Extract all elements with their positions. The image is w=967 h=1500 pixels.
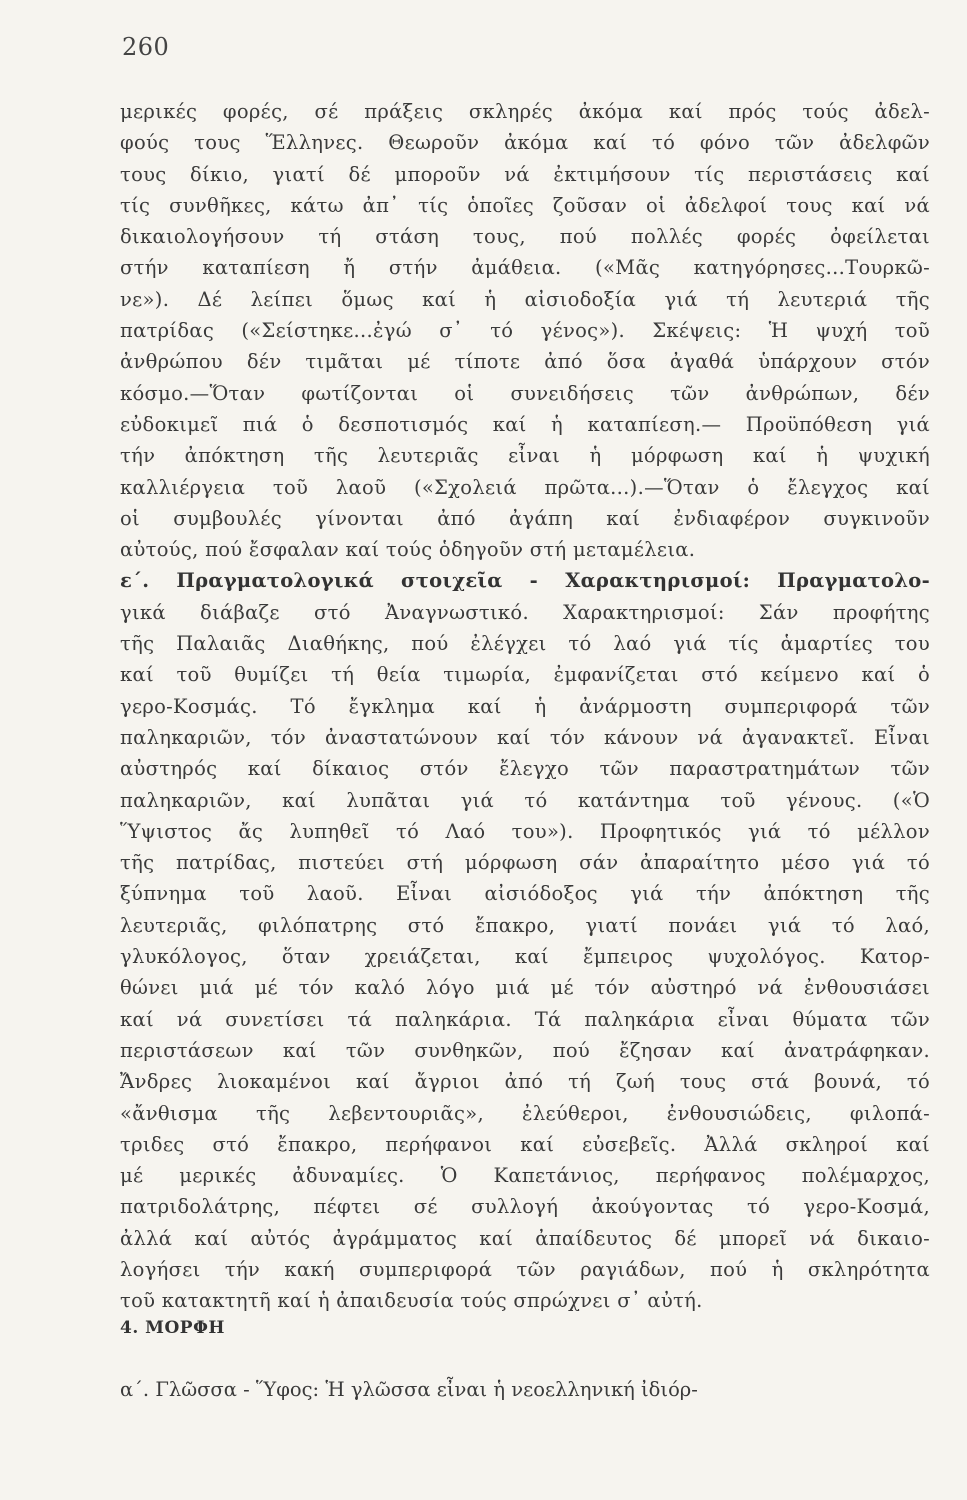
text-line: οἱ συμβουλές γίνονται ἀπό ἀγάπη καί ἐνδιαφέρον συγκινοῦν — [120, 506, 930, 530]
text-line: κόσμο.—Ὅταν φωτίζονται οἱ συνειδήσεις τῶν ἀνθρώπων, δέν — [120, 381, 930, 405]
text-line: παληκαριῶν, τόν ἀναστατώνουν καί τόν κάνουν νά ἀγανακτεῖ. Εἶναι — [120, 725, 930, 749]
section-e-heading-line: ε΄. Πραγματολογικά στοιχεῖα - Χαρακτηρισμοί: Πραγματολο- — [120, 569, 930, 593]
text-line: νε»). Δέ λείπει ὅμως καί ἡ αἰσιοδοξία γιά τή λευτεριά τῆς — [120, 287, 930, 311]
text-line: εὐδοκιμεῖ πιά ὁ δεσποτισμός καί ἡ καταπίεση.— Προϋπόθεση γιά — [120, 412, 930, 436]
text-line: τριδες στό ἔπακρο, περήφανοι καί εὐσεβεῖς. Ἀλλά σκληροί καί — [120, 1132, 930, 1156]
text-line: καί νά συνετίσει τά παληκάρια. Τά παληκάρια εἶναι θύματα τῶν — [120, 1007, 930, 1031]
text-line: Ἄνδρες λιοκαμένοι καί ἄγριοι ἀπό τή ζωή τους στά βουνά, τό — [120, 1070, 930, 1094]
section-heading: 4. ΜΟΡΦΗ — [120, 1318, 225, 1338]
text-line: λογήσει τήν κακή συμπεριφορά τῶν ραγιάδων, πού ἡ σκληρότητα — [120, 1257, 930, 1281]
text-line: πατρίδας («Σείστηκε...ἐγώ σ᾽ τό γένος»). Σκέψεις: Ἡ ψυχή τοῦ — [120, 319, 930, 343]
text-line: ἀλλά καί αὐτός ἀγράμματος καί ἀπαίδευτος δέ μπορεῖ νά δικαιο- — [120, 1226, 930, 1250]
text-line: ξύπνημα τοῦ λαοῦ. Εἶναι αἰσιόδοξος γιά τήν ἀπόκτηση τῆς — [120, 882, 930, 906]
subsection-line: α΄. Γλῶσσα - Ὕφος: Ἡ γλῶσσα εἶναι ἡ νεοελληνική ἰδιόρ- — [120, 1378, 698, 1401]
text-line: γλυκόλογος, ὅταν χρειάζεται, καί ἔμπειρος ψυχολόγος. Κατορ- — [120, 945, 930, 969]
text-line: δικαιολογήσουν τή στάση τους, πού πολλές φορές ὀφείλεται — [120, 225, 930, 249]
text-line: στήν καταπίεση ἤ στήν ἀμάθεια. («Μᾶς κατηγόρησες...Τουρκῶ- — [120, 256, 930, 280]
text-line: τίς συνθῆκες, κάτω ἀπ᾽ τίς ὁποῖες ζοῦσαν οἱ ἀδελφοί τους καί νά — [120, 193, 930, 217]
text-line: περιστάσεων καί τῶν συνθηκῶν, πού ἔζησαν καί ἀνατράφηκαν. — [120, 1038, 930, 1062]
page-number: 260 — [122, 33, 170, 61]
text-line: παληκαριῶν, καί λυπᾶται γιά τό κατάντημα τοῦ γένους. («Ὁ — [120, 788, 930, 812]
text-line: τοῦ κατακτητῆ καί ἡ ἀπαιδευσία τούς σπρώχνει σ᾽ αὐτή. — [120, 1289, 703, 1313]
text-line: μέ μερικές ἀδυναμίες. Ὁ Καπετάνιος, περήφανος πολέμαρχος, — [120, 1164, 930, 1188]
text-line: «ἄνθισμα τῆς λεβεντουριᾶς», ἐλεύθεροι, ἐνθουσιώδεις, φιλοπά- — [120, 1101, 930, 1125]
text-line: αὐστηρός καί δίκαιος στόν ἔλεγχο τῶν παραστρατημάτων τῶν — [120, 757, 930, 781]
text-line: αὐτούς, πού ἔσφαλαν καί τούς ὁδηγοῦν στή μεταμέλεια. — [120, 538, 696, 562]
body-text — [120, 96, 930, 1317]
text-line: Ὕψιστος ἄς λυπηθεῖ τό Λαό του»). Προφητικός γιά τό μέλλον — [120, 819, 930, 843]
text-line: γερο-Κοσμάς. Τό ἔγκλημα καί ἡ ἀνάρμοστη συμπεριφορά τῶν — [120, 694, 930, 718]
text-line: τήν ἀπόκτηση τῆς λευτεριᾶς εἶναι ἡ μόρφωση καί ἡ ψυχική — [120, 444, 930, 468]
text-line: καί τοῦ θυμίζει τή θεία τιμωρία, ἐμφανίζεται στό κείμενο καί ὁ — [120, 663, 930, 687]
text-line: θώνει μιά μέ τόν καλό λόγο μιά μέ τόν αὐστηρό νά ἐνθουσιάσει — [120, 976, 930, 1000]
text-line: τῆς Παλαιᾶς Διαθήκης, πού ἐλέγχει τό λαό γιά τίς ἁμαρτίες του — [120, 632, 930, 656]
text-line: πατριδολάτρης, πέφτει σέ συλλογή ἀκούγοντας τό γερο-Κοσμά, — [120, 1195, 930, 1219]
text-line: γικά διάβαζε στό Ἀναγνωστικό. Χαρακτηρισμοί: Σάν προφήτης — [120, 600, 930, 624]
text-line: ἀνθρώπου δέν τιμᾶται μέ τίποτε ἀπό ὅσα ἀγαθά ὑπάρχουν στόν — [120, 350, 930, 374]
text-line: τους δίκιο, γιατί δέ μποροῦν νά ἐκτιμήσουν τίς περιστάσεις καί — [120, 162, 930, 186]
text-line: καλλιέργεια τοῦ λαοῦ («Σχολειά πρῶτα...).—Ὅταν ὁ ἔλεγχος καί — [120, 475, 930, 499]
text-line: φούς τους Ἕλληνες. Θεωροῦν ἀκόμα καί τό φόνο τῶν ἀδελφῶν — [120, 131, 930, 155]
text-line: μερικές φορές, σέ πράξεις σκληρές ἀκόμα καί πρός τούς ἀδελ- — [120, 100, 930, 123]
text-line: λευτεριᾶς, φιλόπατρης στό ἔπακρο, γιατί πονάει γιά τό λαό, — [120, 913, 930, 937]
text-line: τῆς πατρίδας, πιστεύει στή μόρφωση σάν ἀπαραίτητο μέσο γιά τό — [120, 851, 930, 875]
